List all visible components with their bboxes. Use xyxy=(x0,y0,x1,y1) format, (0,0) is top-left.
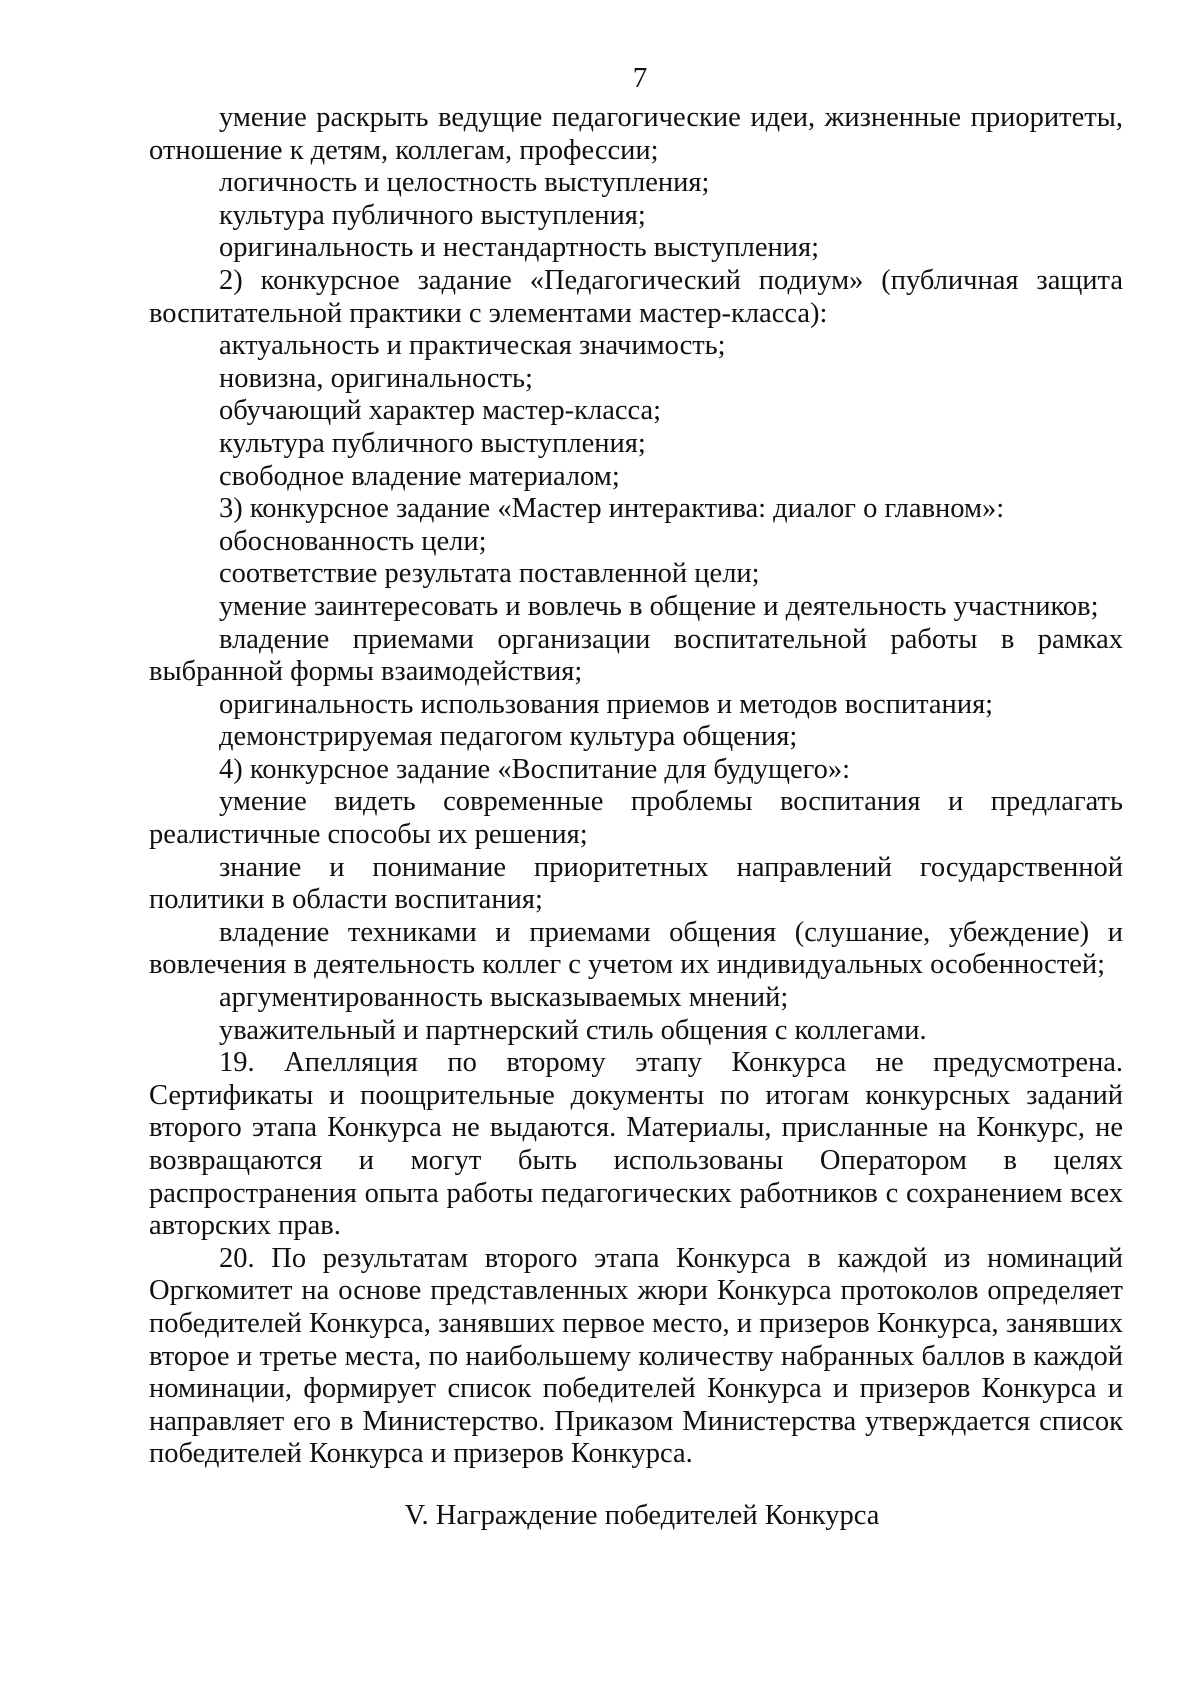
text-line: умение видеть современные проблемы воспитания и предлагать xyxy=(219,786,1123,818)
text-line: 19. Апелляция по второму этапу Конкурса не предусмотрена. xyxy=(219,1047,1123,1079)
text-line: 2) конкурсное задание «Педагогический подиум» (публичная защита xyxy=(219,264,1123,296)
text-line: воспитательной практики с элементами мастер-класса): xyxy=(149,297,828,329)
text-line: демонстрируемая педагогом культура общения; xyxy=(219,721,798,753)
text-line: обоснованность цели; xyxy=(219,525,487,557)
text-line: обучающий характер мастер-класса; xyxy=(219,395,662,427)
text-line: политики в области воспитания; xyxy=(149,884,543,916)
text-line: 3) конкурсное задание «Мастер интерактива: диалог о главном»: xyxy=(219,493,1005,525)
text-line: уважительный и партнерский стиль общения с коллегами. xyxy=(219,1014,927,1046)
text-line: умение заинтересовать и вовлечь в общение и деятельность участников; xyxy=(219,590,1099,622)
text-line: оригинальность и нестандартность выступления; xyxy=(219,232,820,264)
text-line: соответствие результата поставленной цели; xyxy=(219,558,760,590)
text-line: авторских прав. xyxy=(149,1210,341,1242)
text-line: новизна, оригинальность; xyxy=(219,362,533,394)
text-line: знание и понимание приоритетных направлений государственной xyxy=(219,851,1123,883)
text-line: реалистичные способы их решения; xyxy=(149,819,588,851)
text-line: возвращаются и могут быть использованы Оператором в целях xyxy=(149,1145,1123,1176)
text-line: оригинальность использования приемов и методов воспитания; xyxy=(219,688,994,720)
text-line: умение раскрыть ведущие педагогические идеи, жизненные приоритеты, xyxy=(219,102,1123,133)
text-line: культура публичного выступления; xyxy=(219,427,646,459)
text-line: победителей Конкурса, занявших первое место, и призеров Конкурса, занявших xyxy=(149,1307,1123,1339)
text-line: направляет его в Министерство. Приказом Министерства утверждается список xyxy=(149,1405,1123,1437)
text-line: 20. По результатам второго этапа Конкурса в каждой из номинаций xyxy=(219,1242,1123,1274)
text-line: второе и третье места, по наибольшему количеству набранных баллов в каждой xyxy=(149,1340,1123,1372)
text-line: 4) конкурсное задание «Воспитание для будущего»: xyxy=(219,753,850,785)
text-line: распространения опыта работы педагогических работников с сохранением всех xyxy=(149,1177,1123,1209)
text-line: второго этапа Конкурса не выдаются. Материалы, присланные на Конкурс, не xyxy=(149,1112,1123,1144)
text-line: выбранной формы взаимодействия; xyxy=(149,656,583,688)
section-heading: V. Награждение победителей Конкурса xyxy=(404,1500,880,1531)
text-line: Сертификаты и поощрительные документы по итогам конкурсных заданий xyxy=(149,1079,1123,1111)
text-line: Оргкомитет на основе представленных жюри Конкурса протоколов определяет xyxy=(149,1275,1123,1307)
text-line: номинации, формирует список победителей Конкурса и призеров Конкурса и xyxy=(149,1373,1123,1405)
text-line: вовлечения в деятельность коллег с учетом их индивидуальных особенностей; xyxy=(149,949,1106,981)
body-text xyxy=(149,102,1123,1471)
text-line: логичность и целостность выступления; xyxy=(219,167,710,199)
text-line: свободное владение материалом; xyxy=(219,460,620,492)
page-number: 7 xyxy=(632,62,648,94)
text-line: победителей Конкурса и призеров Конкурса. xyxy=(149,1438,693,1470)
text-line: актуальность и практическая значимость; xyxy=(219,330,726,362)
text-line: владение приемами организации воспитательной работы в рамках xyxy=(219,623,1123,655)
text-line: владение техниками и приемами общения (слушание, убеждение) и xyxy=(219,916,1123,948)
text-line: аргументированность высказываемых мнений; xyxy=(219,982,789,1014)
text-line: отношение к детям, коллегам, профессии; xyxy=(149,134,659,166)
text-line: культура публичного выступления; xyxy=(219,199,646,231)
